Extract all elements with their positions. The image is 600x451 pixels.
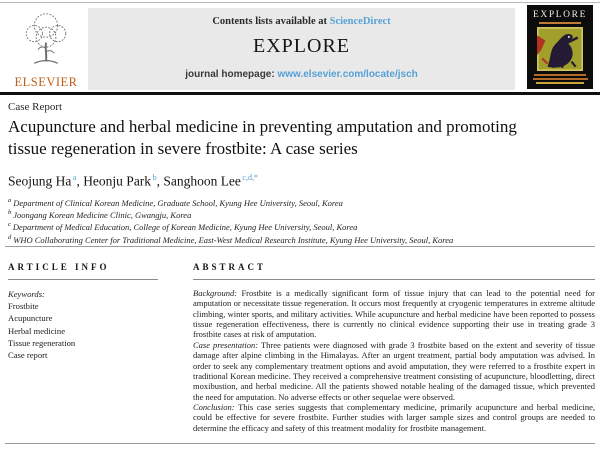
abstract-paragraph-background: [193, 288, 595, 340]
journal-banner: [88, 8, 515, 90]
abstract-body: [193, 288, 595, 433]
journal-homepage-line: [88, 69, 515, 80]
paragraph-label: Case presentation:: [193, 339, 259, 350]
article-info-column: [8, 262, 158, 361]
sciencedirect-link[interactable]: ScienceDirect: [329, 16, 391, 27]
article-type-label: Case Report: [8, 101, 63, 113]
keyword-item: Case report: [8, 350, 48, 361]
homepage-label: journal homepage:: [185, 69, 275, 80]
author-name: Seojung Ha: [8, 173, 72, 189]
elsevier-logo: [6, 9, 86, 89]
journal-cover-thumbnail[interactable]: [527, 5, 593, 89]
paragraph-text: Frostbite is a medically significant form of tissue injury that can lead to the potential need for amputation or necessitate tissue regeneration. It occurs most frequently at cryogenic temperatures in extreme altitude climbing, winter sports, and military activities. While acupuncture and herbal medicine have been reported to possess tissue regeneration effectiveness, there is currently no clinical evidence supporting their use in treating grade 3 frostbite cases at risk of amputation.: [193, 288, 595, 340]
affiliation-marker: c: [8, 221, 11, 229]
elsevier-wordmark: ELSEVIER: [14, 75, 78, 89]
journal-title: EXPLORE: [253, 35, 350, 57]
article-info-rule: [8, 279, 158, 280]
header-divider-rule: [0, 92, 600, 95]
paragraph-label: Conclusion:: [193, 401, 235, 412]
keywords-label: Keywords:: [8, 289, 45, 299]
author-affil-marker: b: [152, 173, 157, 182]
affiliation-line: [8, 197, 453, 209]
journal-homepage-link[interactable]: www.elsevier.com/locate/jsch: [277, 69, 418, 80]
paragraph-text: This case series suggests that complementary medicine, primarily acupuncture and herbal medicine, could be effective for severe frostbite. Further studies with larger sample sizes and control groups are needed to determine the efficacy and safety of this treatment modality for frostbite management.: [193, 401, 595, 433]
affiliation-text: WHO Collaborating Center for Traditional Medicine, East-West Medical Research Institute, Kyung Hee University, Seoul, Korea: [13, 234, 454, 245]
affiliation-text: Joongang Korean Medicine Clinic, Gwangju, Korea: [13, 210, 192, 221]
paragraph-label: Background:: [193, 288, 238, 298]
author-line: [8, 173, 258, 190]
cover-horse-artwork: [537, 27, 583, 71]
author-separator: ,: [156, 173, 164, 189]
abstract-rule: [193, 279, 595, 280]
abstract-paragraph-case-presentation: [193, 340, 595, 402]
affiliation-text: Department of Medical Education, College of Korean Medicine, Kyung Hee University, Seoul, Korea: [12, 222, 358, 233]
article-title: Acupuncture and herbal medicine in preventing amputation and promoting tissue regeneration in severe frostbite: A case series: [8, 117, 517, 159]
contents-prefix-text: Contents lists available at: [212, 16, 327, 27]
author-name: Heonju Park: [83, 173, 152, 189]
abstract-heading: ABSTRACT: [193, 262, 267, 272]
keyword-item: Acupuncture: [8, 313, 53, 324]
author-name: Sanghoon Lee: [163, 173, 241, 189]
affiliation-marker: a: [8, 197, 12, 204]
author-affil-marker: a: [72, 173, 77, 182]
keyword-item: Herbal medicine: [8, 325, 66, 336]
author-separator: ,: [76, 173, 84, 189]
author-affil-marker: c,d,*: [242, 173, 258, 182]
affiliation-line: [8, 209, 453, 221]
affiliation-line: [8, 234, 453, 246]
keyword-item: Frostbite: [8, 301, 39, 312]
affiliation-text: Department of Clinical Korean Medicine, Graduate School, Kyung Hee University, Seoul, Korea: [13, 197, 343, 208]
cover-journal-title: EXPLORE: [533, 10, 587, 20]
elsevier-tree-icon: [19, 9, 73, 69]
article-info-heading: ARTICLE INFO: [8, 262, 110, 272]
cover-subtitle-bar: [539, 22, 581, 24]
top-divider: [0, 2, 600, 3]
affiliations-block: [8, 197, 453, 246]
keyword-item: Tissue regeneration: [8, 337, 76, 348]
cover-footer-text-lines: [527, 74, 593, 84]
affiliation-line: [8, 221, 453, 233]
abstract-paragraph-conclusion: [193, 402, 595, 433]
abstract-column: [193, 262, 595, 433]
affiliation-marker: d: [8, 233, 12, 241]
bottom-divider: [5, 443, 595, 444]
contents-lists-line: [88, 8, 515, 27]
section-divider: [5, 246, 595, 247]
paragraph-text: Three patients were diagnosed with grade 3 frostbite based on the extent and severity of tissue damage after alpine climbing in the Himalayas. After an urgent treatment, partial body amputation was advised. In order to seek any complementary treatment options and avoid amputation, they were referred to a frostbite expert in traditional Korean medicine. They received a comprehensive treatment consisting of acupuncture, bloodletting, direct moxibustion, and herbal medicine. All the patients showed notable healing of the damaged tissue, which prevented the need for amputation. No adverse effects or other sequelae were observed.: [193, 339, 595, 402]
affiliation-marker: b: [8, 209, 12, 217]
